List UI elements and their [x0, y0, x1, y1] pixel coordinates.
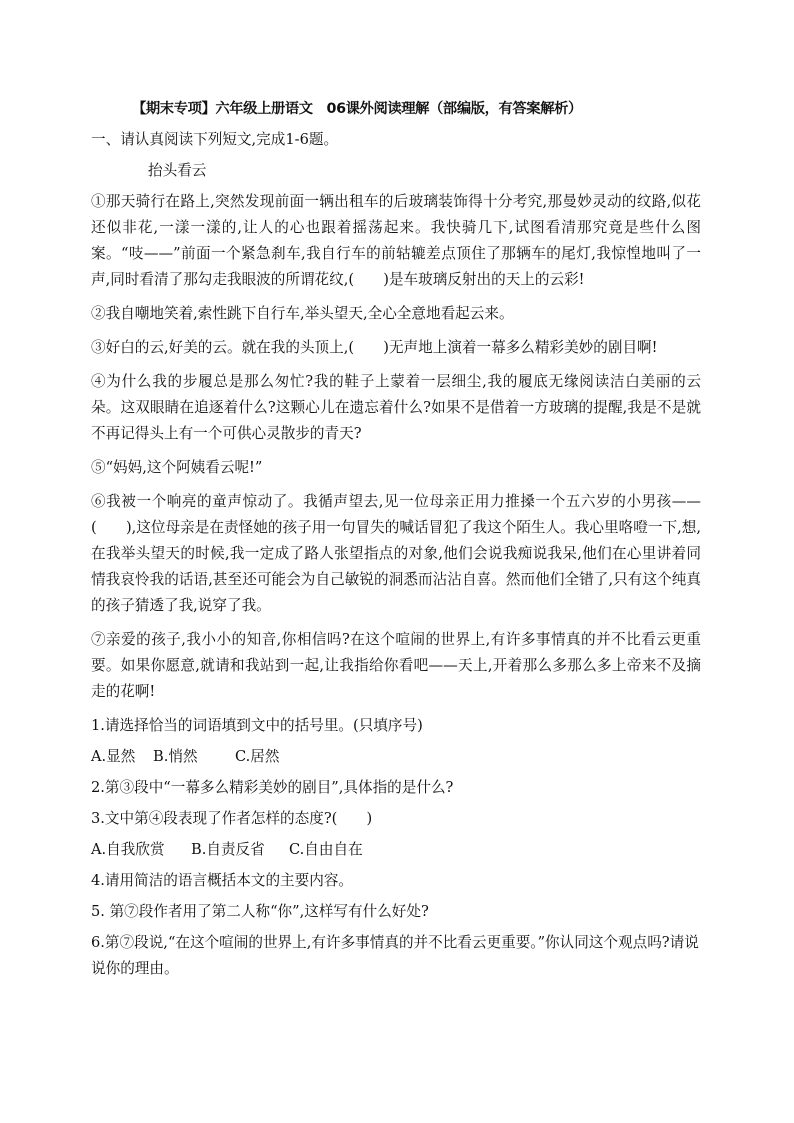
question-5: 5. 第⑦段作者用了第二人称“你”,这样写有什么好处?	[91, 903, 429, 920]
question-6: 6.第⑦段说,“在这个喧闹的世界上,有许多事情真的并不比看云更重要。”你认同这个观点吗?请说说你的理由。	[91, 934, 699, 977]
paragraph-6: ⑥我被一个响亮的童声惊动了。我循声望去,见一位母亲正用力推搡一个五六岁的小男孩——( ),这位母亲是在责怪她的孩子用一句冒失的喊话冒犯了我这个陌生人。我心里咯噔一下,想,在我举头望天的时候,我一定成了路人张望指点的对象,他们会说我痴说我呆,他们在心里讲着同情我哀怜我的话语,甚至还可能会为自己敏锐的洞悉而沾沾自喜。然而他们全错了,只有这个纯真的孩子猜透了我,说穿了我。	[91, 493, 701, 614]
question-1-options	[91, 747, 701, 767]
story-title: 抬头看云	[148, 162, 207, 179]
question-3: 3.文中第④段表现了作者怎样的态度?( )	[91, 810, 373, 827]
paragraph-1: ①那天骑行在路上,突然发现前面一辆出租车的后玻璃装饰得十分考究,那曼妙灵动的纹路,似花还似非花,一漾一漾的,让人的心也跟着摇荡起来。我快骑几下,试图看清那究竟是些什么图案。“吱——”前面一个紧急刹车,我自行车的前轱辘差点顶住了那辆车的尾灯,我惊惶地叫了一声,同时看清了那勾走我眼波的所谓花纹,( )是车玻璃反射出的天上的云彩!	[91, 193, 701, 288]
document-page	[91, 95, 701, 982]
q1-option-a: A.显然	[91, 748, 136, 765]
paragraph-4: ④为什么我的步履总是那么匆忙?我的鞋子上蒙着一层细尘,我的履底无缘阅读洁白美丽的云朵。这双眼睛在追逐着什么?这颗心儿在遗忘着什么?如果不是借着一方玻璃的提醒,我是不是就不再记得头上有一个可供心灵散步的青天?	[91, 373, 701, 442]
paragraph-7: ⑦亲爱的孩子,我小小的知音,你相信吗?在这个喧闹的世界上,有许多事情真的并不比看云更重要。如果你愿意,就请和我站到一起,让我指给你看吧——天上,开着那么多那么多上帝来不及摘走的花啊!	[91, 631, 701, 700]
paragraph-3: ③好白的云,好美的云。就在我的头顶上,( )无声地上演着一幕多么精彩美妙的剧目啊!	[91, 339, 658, 356]
q3-option-a: A.自我欣赏	[91, 841, 165, 858]
question-1: 1.请选择恰当的词语填到文中的括号里。(只填序号)	[91, 717, 423, 734]
paragraph-5: ⑤“妈妈,这个阿姨看云呢!”	[91, 459, 263, 476]
question-4: 4.请用简洁的语言概括本文的主要内容。	[91, 872, 354, 889]
q1-option-c: C.居然	[235, 748, 280, 765]
q3-option-b: B.自责反省	[191, 841, 265, 858]
paragraph-2: ②我自嘲地笑着,索性跳下自行车,举头望天,全心全意地看起云来。	[91, 305, 514, 322]
question-3-options	[91, 840, 701, 860]
q1-option-b: B.悄然	[153, 748, 198, 765]
instruction: 一、请认真阅读下列短文,完成1-6题。	[91, 131, 339, 148]
question-2: 2.第③段中“一幕多么精彩美妙的剧目”,具体指的是什么?	[91, 779, 454, 796]
document-title: 【期末专项】六年级上册语文 06课外阅读理解（部编版，有答案解析）	[132, 101, 582, 117]
q3-option-c: C.自由自在	[289, 841, 363, 858]
